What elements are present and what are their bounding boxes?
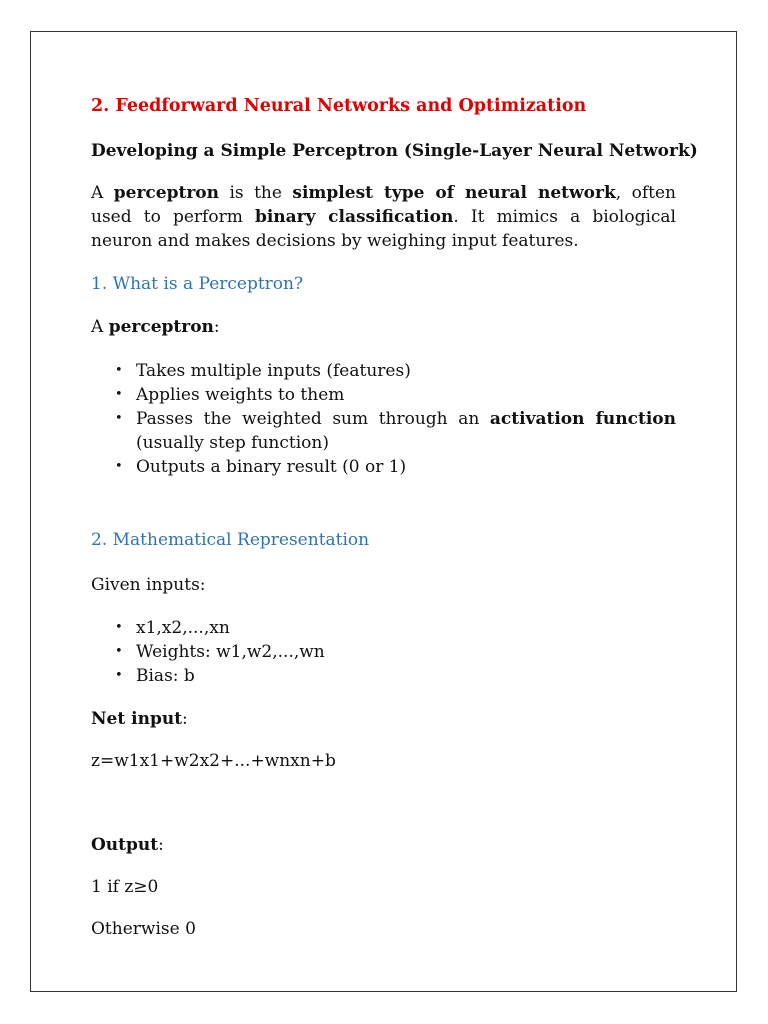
intro-text-4: . It mimics a biological neuron and makes decisions by weighing input features.	[91, 207, 676, 251]
list-item: • Outputs a binary result (0 or 1)	[91, 455, 676, 479]
section1-lead-a: A	[91, 317, 109, 337]
section1-lead-bold: perceptron	[108, 317, 214, 337]
output-bold: Output	[91, 835, 159, 855]
list-item-text: Passes the weighted sum through an	[136, 409, 490, 429]
list-item: • x1,x2,...,xn	[91, 616, 676, 640]
intro-text-2: is the	[218, 183, 293, 203]
intro-text-1: A	[91, 183, 114, 203]
list-item-bold: activation function	[489, 409, 677, 429]
net-input-formula: z=w1x1+w2x2+...+wnxn+b	[91, 751, 336, 771]
document-title: 2. Feedforward Neural Networks and Optimization	[91, 96, 587, 116]
output-colon: :	[158, 835, 164, 855]
list-item: • Takes multiple inputs (features)	[91, 359, 676, 383]
output-label	[91, 833, 164, 857]
intro-bold-binary: binary classification	[254, 207, 454, 227]
net-input-bold: Net input	[91, 709, 183, 729]
output-line-2: Otherwise 0	[91, 919, 196, 939]
list-item: • Bias: b	[91, 664, 676, 688]
section1-lead-colon: :	[213, 317, 220, 337]
section1-heading: 1. What is a Perceptron?	[91, 274, 304, 294]
section2-heading: 2. Mathematical Representation	[91, 530, 370, 550]
intro-bold-simplest: simplest type of neural network	[292, 183, 616, 203]
section1-lead	[91, 315, 220, 339]
intro-paragraph	[91, 181, 676, 253]
intro-bold-perceptron: perceptron	[113, 183, 219, 203]
list-item-tail: (usually step function)	[136, 433, 329, 453]
given-inputs-label: Given inputs:	[91, 575, 206, 595]
section2-list	[91, 616, 676, 688]
document-page	[30, 31, 737, 992]
list-item: • Applies weights to them	[91, 383, 676, 407]
net-input-colon: :	[182, 709, 188, 729]
document-subtitle: Developing a Simple Perceptron (Single-Layer Neural Network)	[91, 141, 698, 161]
output-line-1: 1 if z≥0	[91, 877, 159, 897]
list-item	[91, 407, 676, 455]
list-item: • Weights: w1,w2,...,wn	[91, 640, 676, 664]
section1-list	[91, 359, 676, 479]
net-input-label	[91, 707, 188, 731]
intro-text-3: , often used to perform	[91, 183, 676, 227]
